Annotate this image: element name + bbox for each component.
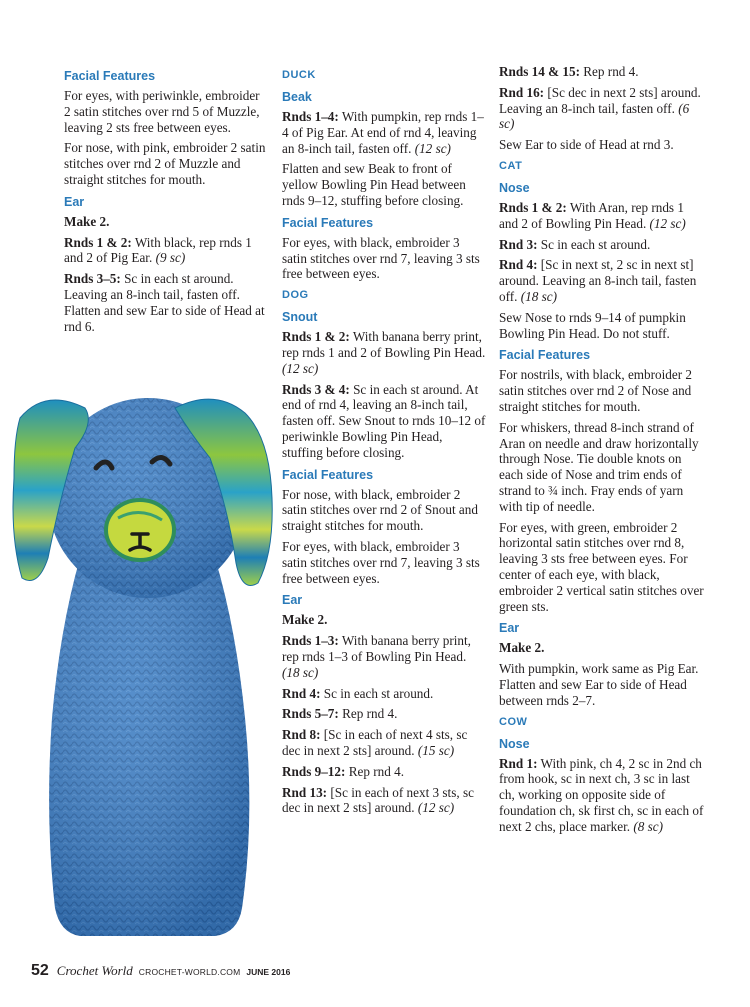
paragraph: Sew Ear to side of Head at rnd 3. [499, 137, 674, 153]
dog-facial-features-heading: Facial Features [282, 467, 374, 482]
paragraph: For whiskers, thread 8-inch strand of Aran on needle and draw horizontally through Nose. Tie double knots on each side of Nose and trim ends of strand to ¾ inch. Fray ends of yarn with tip of needle. [499, 419, 699, 514]
round-instruction: Rnds 9–12: Rep rnd 4. [282, 763, 404, 779]
cat-section-heading: CAT [499, 159, 523, 172]
paragraph: For eyes, with black, embroider 3 satin stitches over rnd 7, leaving 3 sts free between eyes. [282, 538, 480, 586]
make-count: Make 2. [282, 612, 328, 628]
round-instruction: Rnds 1 & 2: With banana berry print, rep rnds 1 and 2 of Bowling Pin Head. (12 sc) [282, 329, 486, 376]
column-middle [282, 62, 486, 821]
pig-facial-features-heading: Facial Features [64, 69, 156, 83]
paragraph: For eyes, with black, embroider 3 satin stitches over rnd 7, leaving 3 sts free between eyes. [282, 234, 480, 282]
column-left [64, 62, 268, 339]
magazine-url: CROCHET-WORLD.COM [138, 967, 241, 977]
round-instruction: Rnd 16: [Sc dec in next 2 sts] around. Leaving an 8-inch tail, fasten off. (6 sc) [499, 84, 701, 132]
paragraph: For nose, with black, embroider 2 satin stitches over rnd 2 of Snout and straight stitches for mouth. [282, 486, 478, 534]
round-instruction: Rnds 1 & 2: With black, rep rnds 1 and 2 of Pig Ear. (9 sc) [64, 234, 252, 266]
cow-section-heading: COW [499, 715, 528, 728]
make-count: Make 2. [499, 640, 545, 656]
duck-section-heading: DUCK [282, 69, 316, 81]
round-instruction: Rnds 14 & 15: Rep rnd 4. [499, 64, 639, 79]
round-instruction: Rnds 5–7: Rep rnd 4. [282, 706, 398, 722]
pig-ear-heading: Ear [64, 194, 85, 209]
round-instruction: Rnd 4: Sc in each st around. [282, 685, 434, 701]
round-instruction: Rnds 3 & 4: Sc in each st around. At end of rnd 4, leaving an 8-inch tail, fasten off. Sew Snout to rnds 10–12 of periwinkle Bowling Pin Head, stuffing before closing. [282, 381, 486, 460]
round-instruction: Rnd 4: [Sc in next st, 2 sc in next st] around. Leaving an 8-inch tail, fasten off. (18 sc) [499, 257, 697, 304]
beak-heading: Beak [282, 90, 312, 104]
paragraph: For eyes, with green, embroider 2 horizontal satin stitches over rnd 8, leaving 3 sts free between eyes. For center of each eye, with black, embroider 2 vertical satin stitches over green sts. [499, 519, 704, 614]
dog-section-heading: DOG [282, 289, 309, 302]
round-instruction: Rnds 3–5: Sc in each st around. Leaving an 8-inch tail, fasten off. Flatten and sew Ear to side of Head at rnd 6. [64, 271, 265, 334]
snout-heading: Snout [282, 310, 318, 325]
issue-date: JUNE 2016 [246, 967, 291, 977]
round-instruction: Rnds 1–3: With banana berry print, rep rnds 1–3 of Bowling Pin Head. (18 sc) [282, 633, 471, 680]
paragraph: Sew Nose to rnds 9–14 of pumpkin Bowling Pin Head. Do not stuff. [499, 309, 686, 341]
page-number: 52 [31, 962, 49, 979]
make-count: Make 2. [64, 213, 110, 229]
cat-facial-features-heading: Facial Features [499, 348, 591, 363]
cat-ear-heading: Ear [499, 621, 520, 636]
paragraph: With pumpkin, work same as Pig Ear. Flatten and sew Ear to side of Head between rnds 2–7. [499, 661, 699, 708]
page-footer [31, 962, 290, 986]
round-instruction: Rnd 3: Sc in each st around. [499, 236, 651, 252]
paragraph: For nose, with pink, embroider 2 satin stitches over rnd 2 of Muzzle and straight stitches for mouth. [64, 140, 266, 187]
round-instruction: Rnd 8: [Sc in each of next 4 sts, sc dec in next 2 sts] around. (15 sc) [282, 727, 468, 758]
round-instruction: Rnds 1–4: With pumpkin, rep rnds 1–4 of Pig Ear. At end of rnd 4, leaving an 8-inch tail, fasten off. (12 sc) [282, 109, 484, 156]
dog-snout [106, 500, 174, 560]
crochet-dog-photo [0, 388, 290, 968]
round-instruction: Rnds 1 & 2: With Aran, rep rnds 1 and 2 of Bowling Pin Head. (12 sc) [499, 199, 686, 231]
round-instruction: Rnd 1: With pink, ch 4, 2 sc in 2nd ch from hook, sc in next ch, 3 sc in last ch, working on opposite side of foundation ch, sk first ch, sc in each of next 2 chs, place marker. (8 sc) [499, 755, 704, 834]
dog-ear-heading: Ear [282, 593, 303, 608]
cow-nose-heading: Nose [499, 736, 530, 751]
column-right [499, 64, 705, 839]
paragraph: Flatten and sew Beak to front of yellow Bowling Pin Head between rnds 9–12, stuffing before closing. [282, 161, 466, 208]
magazine-title: Crochet World [56, 963, 133, 978]
paragraph: For nostrils, with black, embroider 2 satin stitches over rnd 2 of Nose and straight stitches for mouth. [499, 367, 693, 414]
duck-facial-features-heading: Facial Features [282, 215, 374, 230]
paragraph: For eyes, with periwinkle, embroider 2 satin stitches over rnd 5 of Muzzle, leaving 2 sts free between eyes. [64, 88, 260, 135]
cat-nose-heading: Nose [499, 180, 530, 195]
round-instruction: Rnd 13: [Sc in each of next 3 sts, sc dec in next 2 sts] around. (12 sc) [282, 784, 474, 816]
